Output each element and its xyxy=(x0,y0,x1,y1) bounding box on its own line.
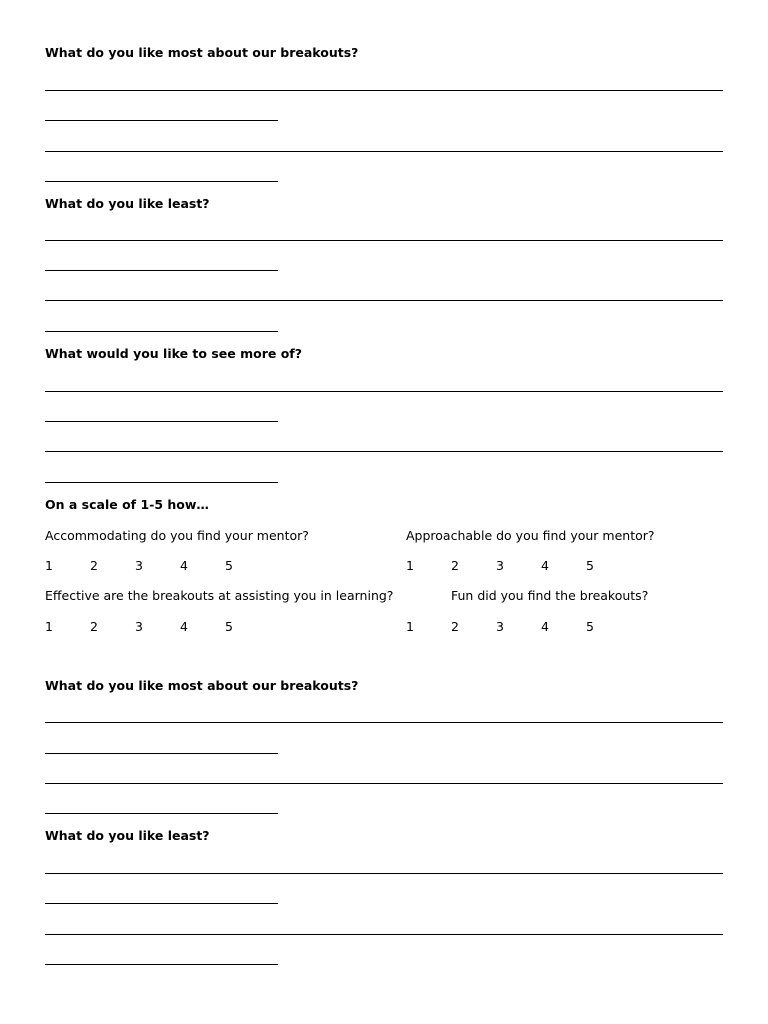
answer-line[interactable] xyxy=(45,813,278,814)
scale-heading: On a scale of 1-5 how… xyxy=(45,497,209,512)
scale-item-approachable: Approachable do you find your mentor? xyxy=(406,528,655,543)
answer-line[interactable] xyxy=(45,421,278,422)
rating-option[interactable]: 4 xyxy=(180,558,188,573)
rating-option[interactable]: 5 xyxy=(225,619,233,634)
rating-option[interactable]: 3 xyxy=(496,619,504,634)
answer-line[interactable] xyxy=(45,903,278,904)
rating-option[interactable]: 1 xyxy=(45,558,53,573)
question-likes-most: What do you like most about our breakouts? xyxy=(45,45,359,60)
rating-option[interactable]: 1 xyxy=(406,558,414,573)
answer-line[interactable] xyxy=(45,270,278,271)
rating-option[interactable]: 3 xyxy=(135,558,143,573)
rating-option[interactable]: 5 xyxy=(586,619,594,634)
answer-line[interactable] xyxy=(45,181,278,182)
rating-option[interactable]: 4 xyxy=(541,558,549,573)
question-see-more: What would you like to see more of? xyxy=(45,346,302,361)
rating-option[interactable]: 5 xyxy=(586,558,594,573)
question-likes-least-repeat: What do you like least? xyxy=(45,828,210,843)
rating-option[interactable]: 1 xyxy=(45,619,53,634)
rating-option[interactable]: 3 xyxy=(135,619,143,634)
answer-line[interactable] xyxy=(45,722,723,723)
answer-line[interactable] xyxy=(45,783,723,784)
scale-item-fun: Fun did you find the breakouts? xyxy=(451,588,649,603)
answer-line[interactable] xyxy=(45,151,723,152)
rating-option[interactable]: 5 xyxy=(225,558,233,573)
answer-line[interactable] xyxy=(45,934,723,935)
answer-line[interactable] xyxy=(45,300,723,301)
rating-option[interactable]: 2 xyxy=(451,619,459,634)
rating-option[interactable]: 1 xyxy=(406,619,414,634)
answer-line[interactable] xyxy=(45,482,278,483)
answer-line[interactable] xyxy=(45,753,278,754)
answer-line[interactable] xyxy=(45,391,723,392)
rating-option[interactable]: 4 xyxy=(180,619,188,634)
question-likes-least: What do you like least? xyxy=(45,196,210,211)
answer-line[interactable] xyxy=(45,90,723,91)
answer-line[interactable] xyxy=(45,120,278,121)
answer-line[interactable] xyxy=(45,964,278,965)
answer-line[interactable] xyxy=(45,240,723,241)
answer-line[interactable] xyxy=(45,331,278,332)
rating-option[interactable]: 2 xyxy=(90,619,98,634)
rating-option[interactable]: 3 xyxy=(496,558,504,573)
scale-item-accommodating: Accommodating do you find your mentor? xyxy=(45,528,309,543)
answer-line[interactable] xyxy=(45,451,723,452)
rating-option[interactable]: 2 xyxy=(90,558,98,573)
rating-option[interactable]: 4 xyxy=(541,619,549,634)
scale-item-effective: Effective are the breakouts at assisting you in learning? xyxy=(45,588,394,603)
answer-line[interactable] xyxy=(45,873,723,874)
rating-option[interactable]: 2 xyxy=(451,558,459,573)
question-likes-most-repeat: What do you like most about our breakouts? xyxy=(45,678,359,693)
